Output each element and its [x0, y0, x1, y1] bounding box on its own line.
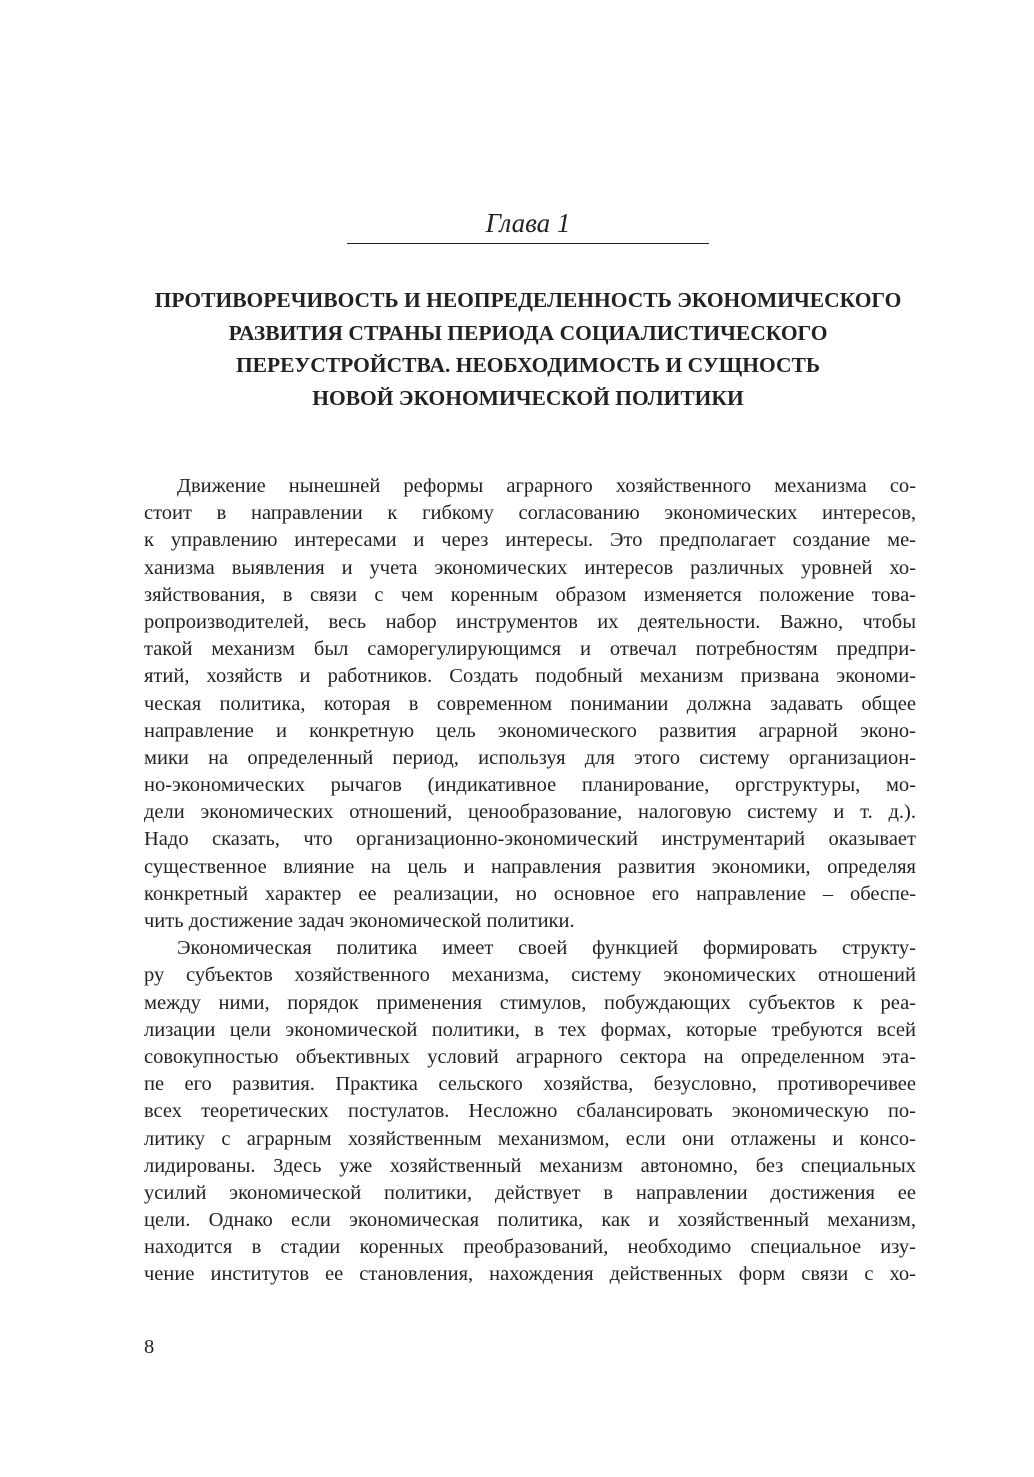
text-line: лидированы. Здесь уже хозяйственный механизм автономно, без специальных — [144, 1154, 916, 1177]
text-line: ропроизводителей, весь набор инструментов их деятельности. Важно, чтобы — [144, 610, 916, 633]
chapter-title-line: НОВОЙ ЭКОНОМИЧЕСКОЙ ПОЛИТИКИ — [312, 385, 744, 410]
text-line: всех теоретических постулатов. Несложно сбалансировать экономическую по- — [144, 1100, 916, 1123]
paragraph-2 — [144, 935, 916, 1288]
text-line: такой механизм был саморегулирующимся и отвечал потребностям предпри- — [144, 638, 916, 661]
text-line: ханизма выявления и учета экономических интересов различных уровней хо- — [144, 556, 916, 579]
text-line: лизации цели экономической политики, в тех формах, которые требуются всей — [144, 1018, 916, 1041]
text-line: ятий, хозяйств и работников. Создать подобный механизм призвана экономи- — [144, 665, 916, 688]
text-line: пе его развития. Практика сельского хозяйства, безусловно, противоречивее — [144, 1073, 916, 1096]
chapter-title-line: РАЗВИТИЯ СТРАНЫ ПЕРИОДА СОЦИАЛИСТИЧЕСКОГО — [228, 320, 828, 345]
page-number: 8 — [144, 1336, 155, 1358]
chapter-title-line: ПРОТИВОРЕЧИВОСТЬ И НЕОПРЕДЕЛЕННОСТЬ ЭКОНОМИЧЕСКОГО — [154, 288, 902, 312]
text-line: стоит в направлении к гибкому согласованию экономических интересов, — [144, 502, 916, 525]
paragraph-1 — [144, 473, 916, 935]
text-line: существенное влияние на цель и направления развития экономики, определяя — [144, 855, 916, 878]
text-line: совокупностью объективных условий аграрного сектора на определенном эта- — [144, 1045, 916, 1068]
text-line: чить достижение задач экономической политики. — [144, 910, 575, 932]
text-line: Экономическая политика имеет своей функцией формировать структу- — [177, 937, 916, 960]
text-line: дели экономических отношений, ценообразование, налоговую систему и т. д.). — [144, 801, 916, 824]
text-line: цели. Однако если экономическая политика, как и хозяйственный механизм, — [144, 1209, 916, 1232]
text-line: чение институтов ее становления, нахождения действенных форм связи с хо- — [144, 1263, 916, 1286]
text-line: зяйствования, в связи с чем коренным образом изменяется положение това- — [144, 583, 916, 606]
text-line: мики на определенный период, используя для этого систему организацион- — [144, 746, 916, 769]
text-line: усилий экономической политики, действует в направлении достижения ее — [144, 1181, 916, 1204]
text-line: литику с аграрным хозяйственным механизмом, если они отлажены и консо- — [144, 1127, 916, 1150]
text-line: к управлению интересами и через интересы. Это предполагает создание ме- — [144, 529, 916, 552]
chapter-title-line: ПЕРЕУСТРОЙСТВА. НЕОБХОДИМОСТЬ И СУЩНОСТЬ — [235, 353, 821, 377]
text-line: Надо сказать, что организационно-экономический инструментарий оказывает — [144, 828, 916, 851]
text-line: ческая политика, которая в современном понимании должна задавать общее — [144, 692, 916, 715]
chapter-title — [110, 284, 946, 414]
chapter-label: Глава 1 — [485, 208, 571, 238]
text-line: конкретный характер ее реализации, но основное его направление – обеспе- — [144, 882, 916, 905]
text-line: находится в стадии коренных преобразований, необходимо специальное изу- — [144, 1236, 916, 1259]
text-line: но-экономических рычагов (индикативное планирование, оргструктуры, мо- — [144, 774, 916, 797]
body-text — [144, 473, 916, 1289]
text-line: ру субъектов хозяйственного механизма, систему экономических отношений — [144, 964, 916, 987]
text-line: между ними, порядок применения стимулов, побуждающих субъектов к реа- — [144, 991, 916, 1014]
text-line: направление и конкретную цель экономического развития аграрной эконо- — [144, 719, 916, 742]
chapter-divider — [347, 243, 709, 244]
text-line: Движение нынешней реформы аграрного хозяйственного механизма со- — [177, 475, 916, 497]
